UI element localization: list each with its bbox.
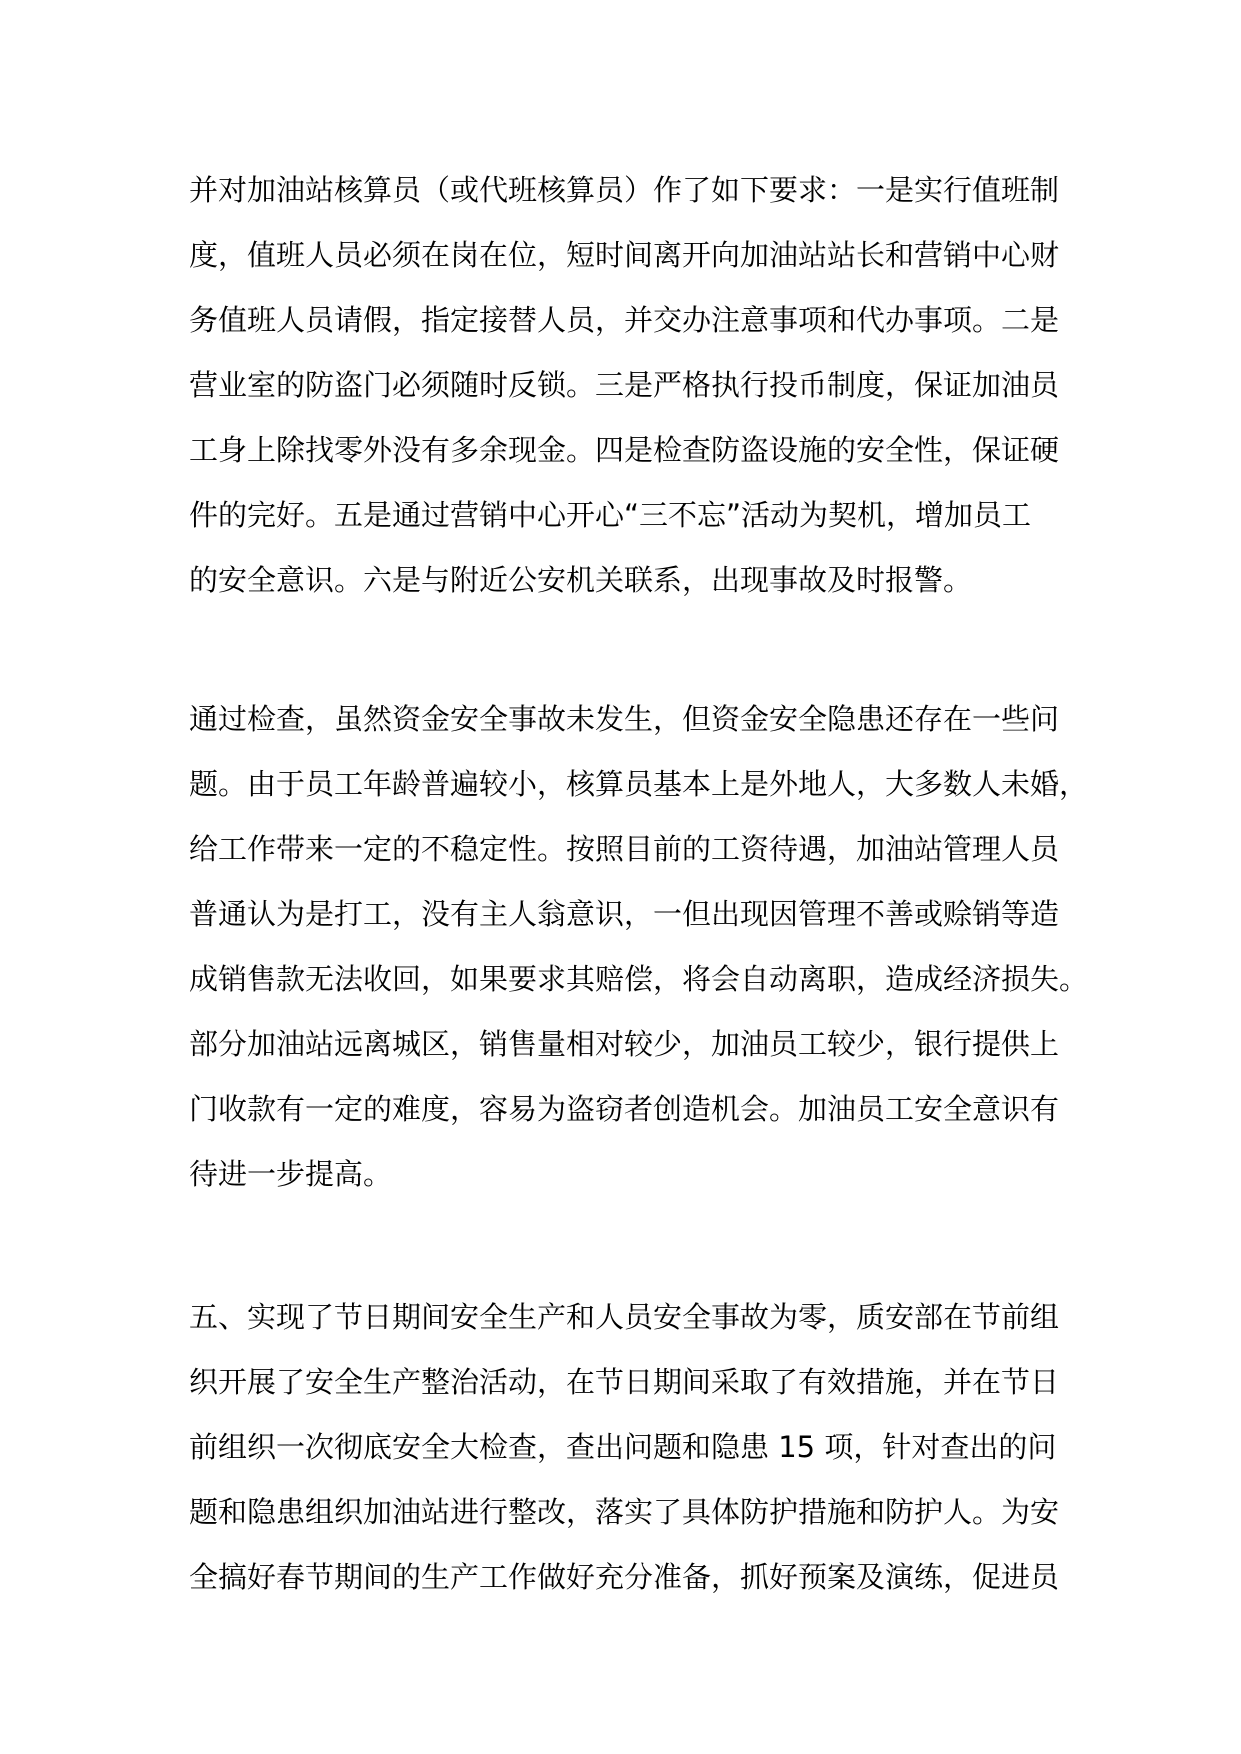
text-line: 五、实现了节日期间安全生产和人员安全事故为零，质安部在节前组 [189,1300,1060,1334]
text-line: 并对加油站核算员（或代班核算员）作了如下要求：一是实行值班制 [189,173,1060,207]
paragraph-spacer [189,613,1051,687]
text-line: 度，值班人员必须在岗在位，短时间离开向加油站站长和营销中心财 [189,238,1060,272]
paragraph-2 [189,687,1089,1207]
text-line: 工身上除找零外没有多余现金。四是检查防盗设施的安全性，保证硬 [189,433,1060,467]
paragraph-3 [189,1285,1060,1610]
text-line: 给工作带来一定的不稳定性。按照目前的工资待遇，加油站管理人员 [189,832,1060,866]
paragraph-1 [189,158,1060,613]
text-line: 的安全意识。六是与附近公安机关联系，出现事故及时报警。 [189,563,973,597]
text-line: 营业室的防盗门必须随时反锁。三是严格执行投币制度，保证加油员 [189,368,1060,402]
text-line: 前组织一次彻底安全大检查，查出问题和隐患 15 项，针对查出的问 [189,1430,1057,1464]
text-line: 务值班人员请假，指定接替人员，并交办注意事项和代办事项。二是 [189,303,1060,337]
text-line: 全搞好春节期间的生产工作做好充分准备，抓好预案及演练，促进员 [189,1560,1060,1594]
text-line: 成销售款无法收回，如果要求其赔偿，将会自动离职，造成经济损失。 [189,962,1089,996]
text-line: 待进一步提高。 [189,1157,393,1191]
text-line: 普通认为是打工，没有主人翁意识，一但出现因管理不善或赊销等造 [189,897,1060,931]
text-line: 通过检查，虽然资金安全事故未发生，但资金安全隐患还存在一些问 [189,702,1060,736]
paragraph-spacer [189,1207,1051,1285]
text-line: 门收款有一定的难度，容易为盗窃者创造机会。加油员工安全意识有 [189,1092,1060,1126]
text-line: 题和隐患组织加油站进行整改，落实了具体防护措施和防护人。为安 [189,1495,1060,1529]
document-body [189,158,1089,1610]
text-line: 织开展了安全生产整治活动，在节日期间采取了有效措施，并在节日 [189,1365,1060,1399]
text-line: 部分加油站远离城区，销售量相对较少，加油员工较少，银行提供上 [189,1027,1060,1061]
text-line: 件的完好。五是通过营销中心开心“三不忘”活动为契机，增加员工 [189,498,1032,532]
text-line: 题。由于员工年龄普遍较小，核算员基本上是外地人，大多数人未婚， [189,767,1089,801]
